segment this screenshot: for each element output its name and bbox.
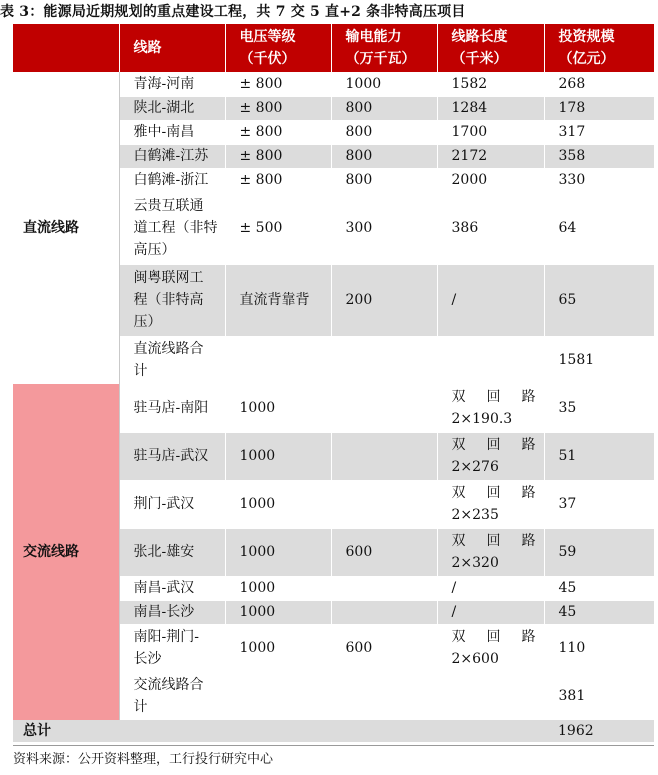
route-cell [119,72,225,96]
length-cell-line: 2×320 [451,555,499,571]
route-cell-line: 南昌-长沙 [133,604,195,620]
voltage-cell [225,672,331,720]
length-cell [437,192,544,264]
length-cell [437,600,544,624]
investment-cell [544,600,654,624]
route-cell-line: 青海-河南 [133,75,195,92]
group-dc-label: 直流线路 [13,72,119,384]
investment-cell [544,168,654,192]
capacity-cell [331,672,437,720]
capacity-cell-line: 800 [345,100,373,116]
capacity-cell [331,336,437,384]
voltage-cell [225,72,331,96]
voltage-cell [225,120,331,144]
route-cell [119,168,225,192]
voltage-cell [225,432,331,480]
investment-cell [544,120,654,144]
length-cell [437,336,544,384]
group-ac-label: 交流线路 [13,384,119,720]
investment-cell-line: 1581 [558,352,595,368]
total-empty-cell [119,720,225,742]
route-cell [119,600,225,624]
header-capacity: 输电能力 （万千瓦） [331,24,437,72]
investment-cell [544,672,654,720]
capacity-cell [331,528,437,576]
investment-cell [544,144,654,168]
voltage-cell-line: ± 800 [239,148,283,164]
voltage-cell-line: 1000 [239,544,276,560]
capacity-cell-line: 800 [345,148,373,164]
length-cell [437,672,544,720]
investment-cell-line: 268 [558,75,586,92]
route-cell [119,576,225,600]
route-cell [119,96,225,120]
route-cell [119,672,225,720]
voltage-cell-line: 1000 [239,496,276,512]
length-cell [437,624,544,672]
voltage-cell [225,480,331,528]
capacity-cell [331,144,437,168]
voltage-cell-line: 1000 [239,640,276,656]
length-cell-line: 1582 [451,75,488,92]
investment-cell-line: 64 [558,220,577,236]
source-note: 资料来源：公开资料整理，工行投行研究中心 [13,752,274,767]
investment-cell [544,432,654,480]
capacity-cell [331,432,437,480]
investment-cell-line: 358 [558,148,586,164]
investment-cell-line: 178 [558,100,586,116]
investment-cell-line: 59 [558,544,577,560]
investment-cell-line: 317 [558,124,586,140]
total-empty-cell [225,720,331,742]
voltage-cell [225,624,331,672]
route-cell [119,264,225,336]
route-cell-line: 南阳-荆门- [133,629,199,645]
length-cell [437,168,544,192]
voltage-cell-line: 直流背靠背 [239,292,310,308]
length-cell [437,432,544,480]
length-cell-line: 双 回 路 [451,437,536,453]
length-cell [437,264,544,336]
investment-cell-line: 45 [558,580,577,596]
length-cell-line: 双 回 路 [451,629,536,645]
route-cell-line: 压） [133,314,162,330]
voltage-cell-line: ± 800 [239,100,283,116]
route-cell-line: 程（非特高 [133,292,204,308]
investment-cell [544,480,654,528]
table-header-row [13,24,654,72]
investment-cell-line: 37 [558,496,577,512]
length-cell [437,384,544,432]
route-cell-line: 南昌-武汉 [133,580,195,596]
route-cell-line: 驻马店-武汉 [133,448,209,464]
investment-cell [544,72,654,96]
table-row [13,72,654,96]
length-cell-line: 2×600 [451,651,499,667]
route-cell-line: 闽粤联网工 [133,270,204,286]
header-blank [13,24,119,72]
length-cell-line: / [451,580,457,596]
route-cell-line: 荆门-武汉 [133,496,195,512]
table-row [13,384,654,432]
capacity-cell [331,480,437,528]
capacity-cell [331,576,437,600]
length-cell-line: 2172 [451,148,488,164]
route-cell-line: 白鹤滩-江苏 [133,148,209,164]
capacity-cell-line: 200 [345,292,373,308]
investment-cell-line: 381 [558,688,586,705]
voltage-cell-line: ± 800 [239,124,283,140]
length-cell [437,120,544,144]
capacity-cell-line: 800 [345,172,373,188]
voltage-cell [225,168,331,192]
length-cell [437,480,544,528]
table-bottom-rule [13,745,654,746]
total-empty-cell [331,720,437,742]
capacity-cell [331,168,437,192]
length-cell [437,72,544,96]
length-cell-line: / [451,292,457,308]
voltage-cell [225,336,331,384]
capacity-cell-line: 600 [345,544,373,560]
length-cell-line: 双 回 路 [451,485,536,501]
capacity-cell-line: 600 [345,640,373,656]
investment-cell-line: 65 [558,292,577,308]
length-cell-line: 2×235 [451,507,499,523]
route-cell-line: 雅中-南昌 [133,124,195,140]
route-cell [119,192,225,264]
capacity-cell [331,192,437,264]
route-cell-line: 道工程（非特 [133,220,218,236]
investment-cell [544,576,654,600]
route-cell [119,384,225,432]
header-route: 线路 [119,24,225,72]
investment-cell [544,192,654,264]
voltage-cell-line: ± 800 [239,75,283,92]
length-cell-line: 1284 [451,100,488,116]
capacity-cell [331,96,437,120]
route-cell [119,624,225,672]
capacity-cell-line: 800 [345,124,373,140]
total-investment: 1962 [544,720,654,742]
investment-cell-line: 110 [558,640,586,656]
total-row [13,720,654,742]
route-cell-line: 云贵互联通 [133,198,204,214]
route-cell-line: 陕北-湖北 [133,100,195,116]
capacity-cell [331,72,437,96]
route-cell-line: 驻马店-南阳 [133,400,209,416]
route-cell-line: 白鹤滩-浙江 [133,172,209,188]
route-cell [119,336,225,384]
total-label: 总计 [13,720,119,742]
voltage-cell-line: 1000 [239,604,276,620]
voltage-cell [225,576,331,600]
voltage-cell [225,528,331,576]
voltage-cell [225,96,331,120]
investment-cell [544,336,654,384]
capacity-cell [331,264,437,336]
route-cell [119,528,225,576]
route-cell-line: 计 [133,699,148,716]
route-cell-line: 计 [133,363,148,379]
voltage-cell [225,600,331,624]
capacity-cell-line: 300 [345,220,373,236]
header-length: 线路长度 （千米） [437,24,544,72]
capacity-cell [331,384,437,432]
length-cell-line: 386 [451,220,479,236]
table-caption: 表 3：能源局近期规划的重点建设工程，共 7 交 5 直+2 条非特高压项目 [0,4,466,20]
route-cell [119,120,225,144]
voltage-cell-line: 1000 [239,580,276,596]
voltage-cell [225,384,331,432]
route-cell-line: 高压） [133,242,176,258]
route-cell-line: 长沙 [133,651,162,667]
investment-cell-line: 330 [558,172,586,188]
header-voltage: 电压等级 （千伏） [225,24,331,72]
investment-cell-line: 45 [558,604,577,620]
length-cell-line: 2×276 [451,459,499,475]
length-cell-line: / [451,604,457,620]
capacity-cell-line: 1000 [345,75,382,92]
length-cell [437,528,544,576]
capacity-cell [331,120,437,144]
voltage-cell-line: ± 500 [239,220,283,236]
projects-table [13,24,654,742]
voltage-cell-line: 1000 [239,400,276,416]
capacity-cell [331,624,437,672]
voltage-cell-line: ± 800 [239,172,283,188]
investment-cell-line: 35 [558,400,577,416]
route-cell-line: 张北-雄安 [133,544,195,560]
investment-cell [544,528,654,576]
investment-cell-line: 51 [558,448,577,464]
header-investment: 投资规模 （亿元） [544,24,654,72]
voltage-cell-line: 1000 [239,448,276,464]
investment-cell [544,264,654,336]
voltage-cell [225,264,331,336]
route-cell [119,432,225,480]
route-cell-line: 直流线路合 [133,341,204,357]
capacity-cell [331,600,437,624]
voltage-cell [225,192,331,264]
investment-cell [544,624,654,672]
route-cell [119,144,225,168]
investment-cell [544,384,654,432]
route-cell [119,480,225,528]
length-cell-line: 双 回 路 [451,389,536,405]
route-cell-line: 交流线路合 [133,677,204,694]
total-empty-cell [437,720,544,742]
investment-cell [544,96,654,120]
length-cell-line: 双 回 路 [451,533,536,549]
length-cell [437,576,544,600]
length-cell [437,96,544,120]
length-cell-line: 1700 [451,124,488,140]
length-cell-line: 2×190.3 [451,411,513,427]
voltage-cell [225,144,331,168]
length-cell-line: 2000 [451,172,488,188]
length-cell [437,144,544,168]
